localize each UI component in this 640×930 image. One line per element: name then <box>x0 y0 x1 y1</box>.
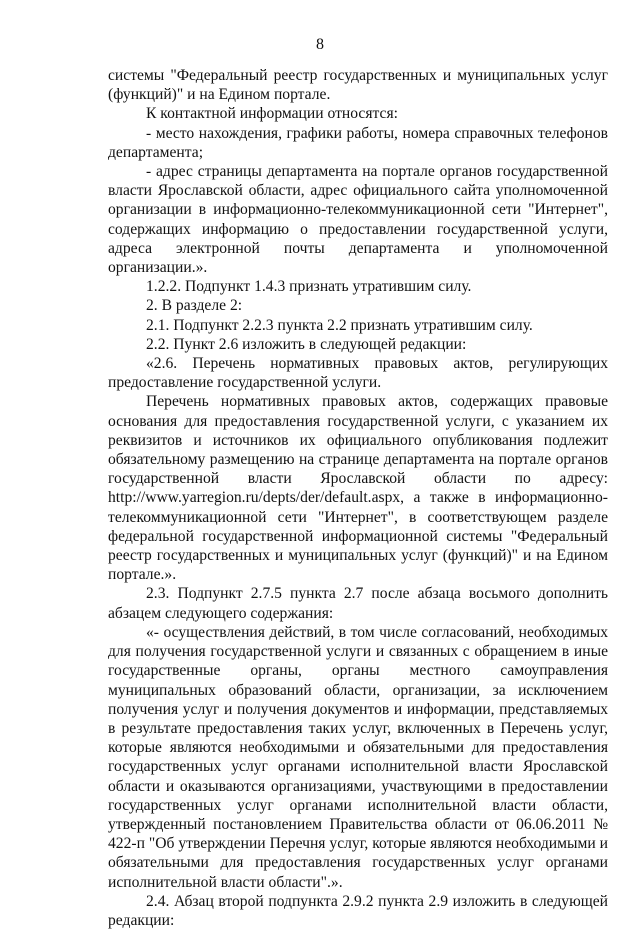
paragraph: «- осуществления действий, в том числе согласований, необходимых для получения государственной услуги и связанных с обращением в иные государственные органы, органы местного самоуправления муниципальных образований области, организации, за исключением получения услуг и получения документов и информации, представляемых в результате предоставления таких услуг, включенных в Перечень услуг, которые являются необходимыми и обязательными для предоставления государственных услуг органами исполнительной власти Ярославской области и оказываются организациями, участвующими в предоставлении государственных услуг органами исполнительной власти области, утвержденный постановлением Правительства области от 06.06.2011 № 422-п "Об утверждении Перечня услуг, которые являются необходимыми и обязательными для предоставления государственных услуг органами исполнительной власти области".». <box>108 623 608 891</box>
paragraph: 2.2. Пункт 2.6 изложить в следующей редакции: <box>146 335 467 353</box>
document-body <box>108 66 608 930</box>
page-number: 8 <box>316 36 324 53</box>
paragraph: 2.1. Подпункт 2.2.3 пункта 2.2 признать утратившим силу. <box>146 316 533 334</box>
paragraph: - адрес страницы департамента на портале органов государственной власти Ярославской области, адрес официального сайта уполномоченной организации в информационно-телекоммуникационной сети "Интернет", содержащих информацию о предоставлении государственной услуги, адреса электронной почты департамента и уполномоченной организации.». <box>108 163 608 277</box>
paragraph: - место нахождения, графики работы, номера справочных телефонов департамента; <box>108 124 608 161</box>
paragraph: 1.2.2. Подпункт 1.4.3 признать утратившим силу. <box>146 278 472 296</box>
paragraph: К контактной информации относятся: <box>146 105 398 123</box>
paragraph: Перечень нормативных правовых актов, содержащих правовые основания для предоставления государственной услуги, с указанием их реквизитов и источников их официального опубликования подлежит обязательному размещению на странице департамента на портале органов государственной власти Ярославской области по адресу: http://www.yarregion.ru/depts/der/default.aspx, а также в информационно-телекоммуникационной сети "Интернет", в соответствующем разделе федеральной государственной информационной системы "Федеральный реестр государственных и муниципальных услуг (функций)" и на Едином портале.». <box>108 393 608 584</box>
paragraph: 2.3. Подпункт 2.7.5 пункта 2.7 после абзаца восьмого дополнить абзацем следующего содержания: <box>108 585 608 622</box>
paragraph: 2. В разделе 2: <box>146 297 243 315</box>
paragraph: «2.6. Перечень нормативных правовых актов, регулирующих предоставление государственной услуги. <box>108 355 608 392</box>
paragraph: системы "Федеральный реестр государственных и муниципальных услуг (функций)" и на Едином портале. <box>108 67 608 104</box>
paragraph: 2.4. Абзац второй подпункта 2.9.2 пункта 2.9 изложить в следующей редакции: <box>108 892 608 929</box>
